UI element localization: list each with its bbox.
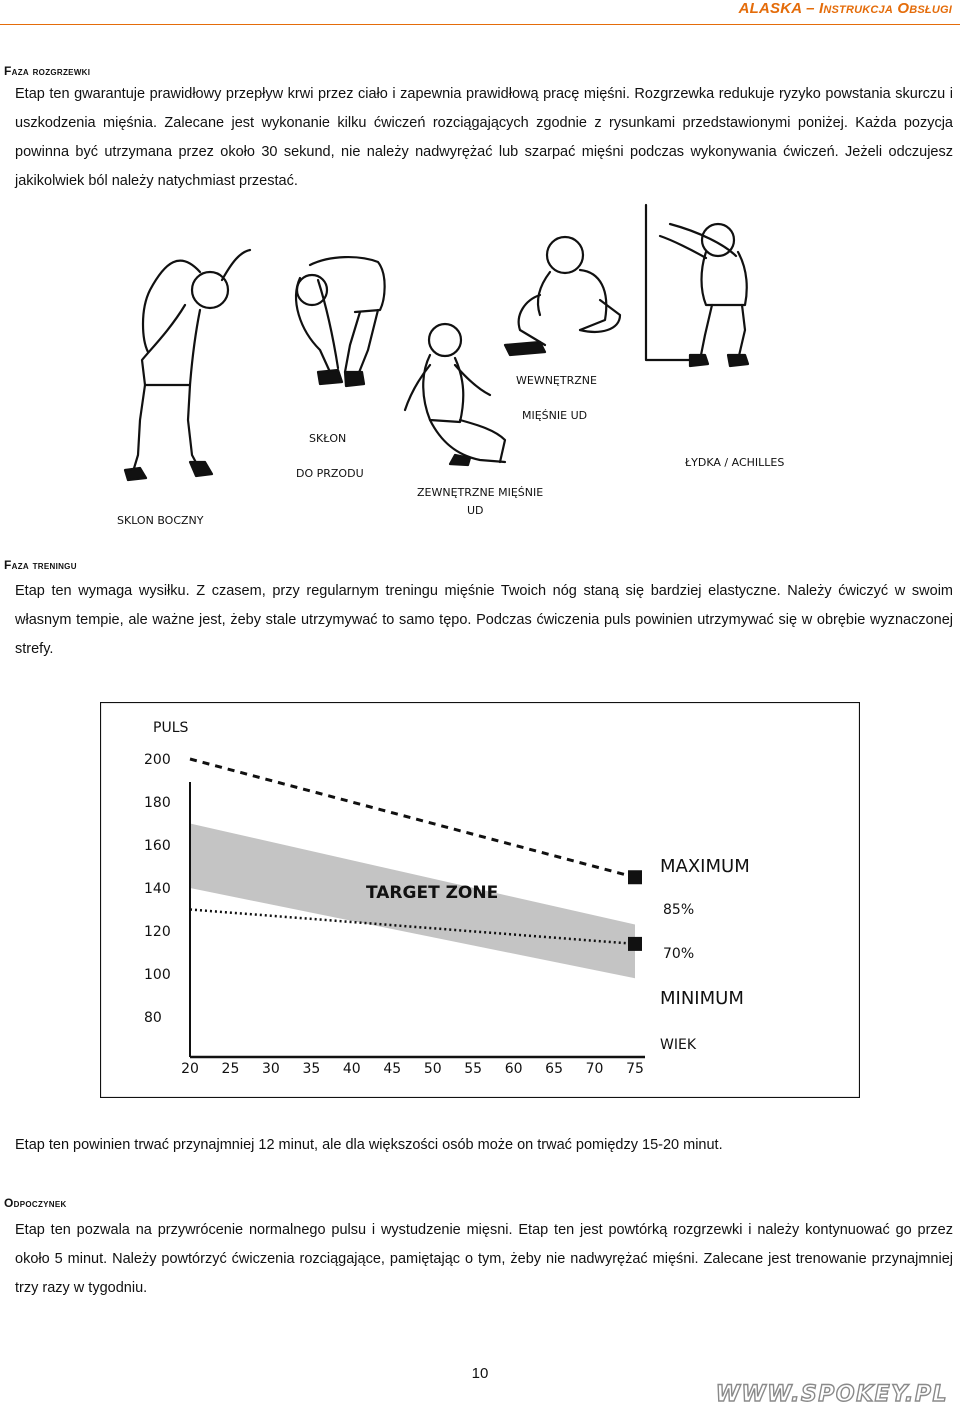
x-tick-label: 35 bbox=[302, 1061, 321, 1077]
rest-heading: Odpoczynek bbox=[4, 1196, 67, 1210]
y-tick-label: 80 bbox=[144, 1010, 162, 1026]
rest-paragraph: Etap ten pozwala na przywrócenie normalnego pulsu i wystudzenie mięsni. Etap ten jest powtórką rozgrzewki i należy kontynuować go przez około 5 minut. Należy powtórzyć ćwiczenia rozciągające, pamiętając o tym, żeby nie nadwyrężać mięśni. Zalecane jest trenowanie przynajmniej trzy razy w tygodniu. bbox=[15, 1222, 953, 1296]
x-tick-label: 25 bbox=[221, 1061, 240, 1077]
training-heading: Faza treningu bbox=[4, 558, 77, 572]
training-paragraph: Etap ten wymaga wysiłku. Z czasem, przy regularnym treningu mięśnie Twoich nóg staną się bardziej elastyczne. Należy ćwiczyć w swoim własnym tempie, ale ważne jest, żeby stale utrzymywać to samo tępo. Podczas ćwiczenia puls powinien utrzymywać się w obrębie wyznaczonej strefy. bbox=[15, 583, 953, 657]
x-tick-label: 45 bbox=[383, 1061, 402, 1077]
x-tick-label: 55 bbox=[464, 1061, 483, 1077]
x-tick-label: 65 bbox=[545, 1061, 564, 1077]
exercise-label-outer-thigh-1: ZEWNĘTRZNE MIĘŚNIE bbox=[417, 486, 544, 499]
exercise-label-inner-thigh-1: WEWNĘTRZNE bbox=[516, 374, 597, 387]
y-tick-label: 100 bbox=[144, 967, 171, 983]
x-tick-label: 40 bbox=[342, 1061, 361, 1077]
y-tick-label: 140 bbox=[144, 881, 171, 897]
y-axis-label: PULS bbox=[153, 720, 189, 736]
page-number: 10 bbox=[471, 1365, 489, 1382]
x-tick-label: 50 bbox=[423, 1061, 442, 1077]
warmup-heading: Faza rozgrzewki bbox=[4, 64, 91, 78]
exercise-label-forward-bend-1: SKŁON bbox=[309, 432, 347, 445]
side-bend-figure bbox=[125, 250, 250, 480]
y-tick-label: 180 bbox=[144, 795, 171, 811]
series-marker-maximum bbox=[628, 870, 642, 884]
kneeling-stretch-figure bbox=[405, 324, 505, 465]
x-tick-label: 75 bbox=[626, 1061, 644, 1077]
x-tick-label: 30 bbox=[261, 1061, 280, 1077]
warmup-paragraph: Etap ten gwarantuje prawidłowy przepływ krwi przez ciało i zapewnia prawidłową pracę mięśni. Rozgrzewka redukuje ryzyko powstania skurczu i uszkodzenia mięśnia. Zalecane jest wykonanie kilku ćwiczeń rozciągających zgodnie z rysunkami przedstawionymi poniżej. Każda pozycja powinna być utrzymana przez około 30 sekund, nie należy nadwyrężać lub szarpać mięśni podczas wykonywania ćwiczeń. Jeżeli odczujesz jakikolwiek ból należy natychmiast przestać. bbox=[15, 86, 953, 189]
series-marker-minimum bbox=[628, 937, 642, 951]
seated-stretch-figure bbox=[505, 237, 620, 355]
heart-rate-chart bbox=[100, 702, 860, 1098]
forward-bend-figure bbox=[296, 257, 385, 386]
y-tick-label: 200 bbox=[144, 752, 171, 768]
stretching-exercises-illustration bbox=[0, 198, 960, 538]
training-duration-paragraph: Etap ten powinien trwać przynajmniej 12 minut, ale dla większości osób może on trwać pomiędzy 15-20 minut. bbox=[15, 1137, 723, 1153]
document-title: ALASKA – Instrukcja Obsługi bbox=[738, 0, 952, 17]
exercise-label-side-bend: SKLON BOCZNY bbox=[117, 514, 204, 527]
header-rule bbox=[0, 24, 960, 25]
y-tick-label: 120 bbox=[144, 924, 171, 940]
x-tick-label: 60 bbox=[504, 1061, 523, 1077]
exercise-label-outer-thigh-2: UD bbox=[467, 504, 484, 517]
x-tick-label: 20 bbox=[181, 1061, 199, 1077]
minimum-label: MINIMUM bbox=[660, 988, 744, 1009]
target-zone-label: TARGET ZONE bbox=[366, 883, 499, 903]
calf-stretch-figure bbox=[646, 205, 748, 366]
exercise-label-calf: ŁYDKA / ACHILLES bbox=[685, 456, 785, 469]
exercise-label-forward-bend-2: DO PRZODU bbox=[296, 467, 364, 480]
y-tick-label: 160 bbox=[144, 838, 171, 854]
x-tick-label: 70 bbox=[585, 1061, 604, 1077]
x-axis-label: WIEK bbox=[660, 1037, 696, 1053]
percent-70-label: 70% bbox=[663, 946, 695, 962]
percent-85-label: 85% bbox=[663, 902, 695, 918]
exercise-label-inner-thigh-2: MIĘŚNIE UD bbox=[522, 409, 588, 422]
footer-website: WWW.SPOKEY.PL bbox=[715, 1382, 948, 1407]
maximum-label: MAXIMUM bbox=[660, 856, 750, 877]
